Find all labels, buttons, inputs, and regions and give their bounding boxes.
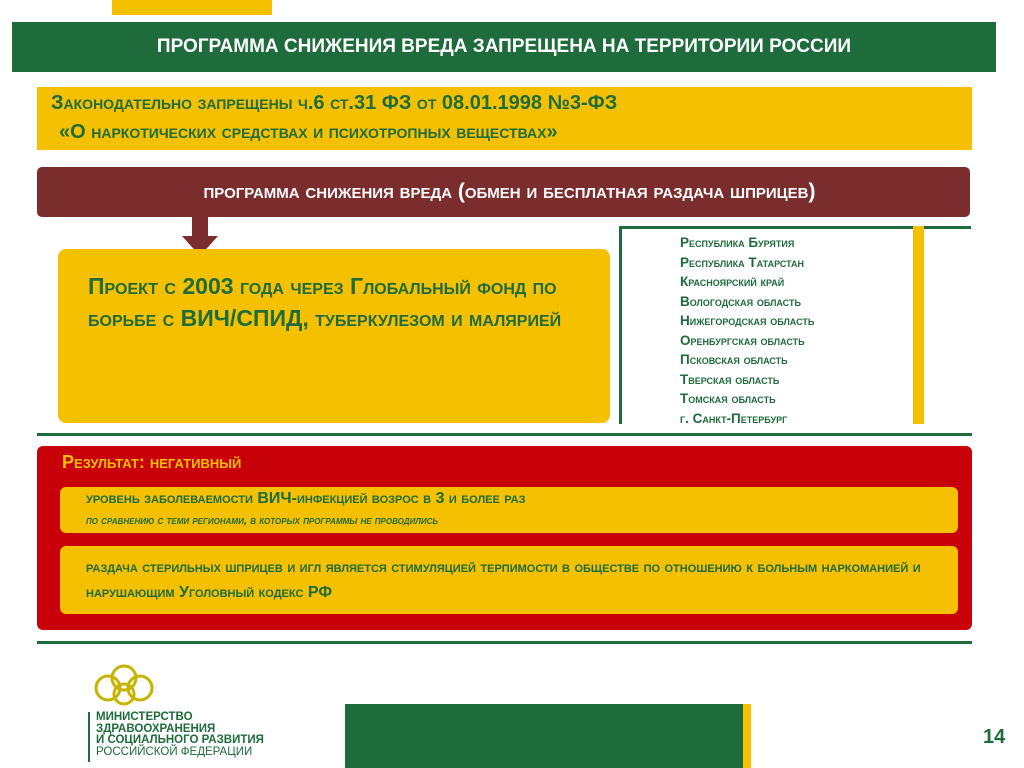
- result-title: Результат: негативный: [62, 452, 242, 472]
- logo-line-2: ЗДРАВООХРАНЕНИЯ: [96, 722, 216, 735]
- divider-line: [37, 433, 972, 436]
- region-item: Республика Бурятия: [680, 235, 795, 250]
- divider-line: [37, 641, 972, 644]
- logo-line-4: РОССИЙСКОЙ ФЕДЕРАЦИИ: [96, 745, 253, 758]
- region-item: Вологодская область: [680, 293, 801, 309]
- region-item: Тверская область: [680, 371, 780, 387]
- logo-line-1: МИНИСТЕРСТВО: [96, 711, 193, 723]
- slide-title: ПРОГРАММА СНИЖЕНИЯ ВРЕДА ЗАПРЕЩЕНА НА ТЕРРИТОРИИ РОССИИ: [12, 22, 996, 72]
- ministry-logo-text: [96, 712, 264, 758]
- regions-list: [680, 233, 910, 428]
- region-item: Красноярский край: [680, 274, 785, 289]
- down-arrow-icon: [182, 216, 218, 256]
- law-line-2: «О наркотических средствах и психотропных веществах»: [59, 121, 558, 143]
- footer-green-block: [345, 704, 743, 768]
- project-text: Проект с 2003 года через Глобальный фонд по борьбе с ВИЧ/СПИД, туберкулезом и малярией: [88, 273, 562, 331]
- law-box: [37, 87, 972, 150]
- logo-rule: [88, 712, 90, 762]
- fact-2-text: раздача стерильных шприцев и игл является стимуляцией терпимости в обществе по отношению к больным наркоманией и нарушающим Уголовный кодекс РФ: [86, 559, 921, 601]
- top-accent-tab: [112, 0, 272, 15]
- program-bar: программа снижения вреда (обмен и бесплатная раздача шприцев): [37, 167, 970, 217]
- region-item: Псковская область: [680, 352, 788, 367]
- regions-yellow-stripe: [913, 226, 924, 424]
- logo-line-3: И СОЦИАЛЬНОГО РАЗВИТИЯ: [96, 734, 264, 746]
- region-item: Республика Татарстан: [680, 254, 805, 270]
- regions-left-border: [619, 226, 622, 424]
- region-item: Оренбургская область: [680, 332, 805, 348]
- ministry-logo-icon: [90, 664, 158, 708]
- fact-1-main: уровень заболеваемости ВИЧ-инфекцией возрос в 3 и более раз: [86, 490, 526, 507]
- law-line-1: Законодательно запрещены ч.6 ст.31 ФЗ от 08.01.1998 №3-ФЗ: [51, 92, 618, 114]
- region-item: Нижегородская область: [680, 313, 815, 328]
- region-item: Томская область: [680, 391, 776, 406]
- footer-yellow-stripe: [743, 704, 751, 768]
- region-item: г. Санкт-Петербург: [680, 410, 788, 426]
- fact-1-sub: по сравнению с теми регионами, в которых программы не проводились: [86, 515, 439, 527]
- page-number: 14: [983, 726, 1006, 748]
